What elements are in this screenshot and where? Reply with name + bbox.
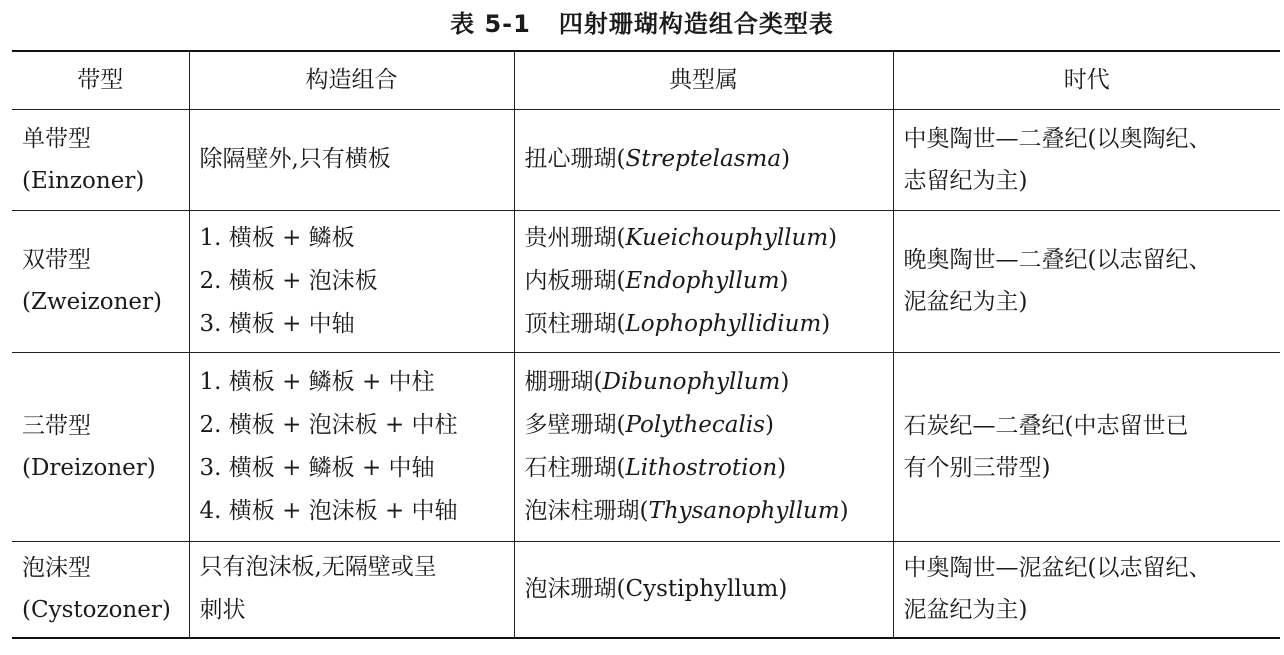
age-line: 泥盆纪为主) xyxy=(903,289,1028,315)
genus-cn: 扭心珊瑚( xyxy=(524,146,626,172)
genera-cell xyxy=(514,541,893,638)
genus-item xyxy=(525,303,883,346)
band-type-en: (Zweizoner) xyxy=(22,289,162,315)
genus-item xyxy=(525,361,883,404)
structure-item: 刺状 xyxy=(199,597,246,624)
genus-item xyxy=(525,138,883,181)
genus-cn: 顶柱珊瑚( xyxy=(524,310,626,337)
structure-item: 4. 横板 + 泡沫板 + 中轴 xyxy=(199,497,458,524)
structure-item: 3. 横板 + 鳞板 + 中轴 xyxy=(199,454,435,481)
age-line: 晚奥陶世—二叠纪(以志留纪、 xyxy=(903,247,1212,273)
coral-structure-table xyxy=(12,50,1280,639)
genus-item xyxy=(525,568,883,611)
age-line: 中奥陶世—泥盆纪(以志留纪、 xyxy=(903,555,1212,582)
genus-cn: 内板珊瑚( xyxy=(524,267,626,294)
genus-cn: 多壁珊瑚( xyxy=(524,411,626,438)
genus-close: ) xyxy=(821,310,831,337)
genus-latin: Polythecalis xyxy=(625,411,766,438)
table-caption: 表 5-1 四射珊瑚构造组合类型表 xyxy=(450,10,834,38)
genus-latin: Lithostrotion xyxy=(625,454,778,481)
band-type-en: (Einzoner) xyxy=(22,167,145,194)
age-line: 泥盆纪为主) xyxy=(903,597,1028,624)
band-type-cell xyxy=(12,352,189,541)
genus-latin: Lophophyllidium xyxy=(625,310,822,337)
genus-item xyxy=(525,490,883,533)
structure-item: 1. 横板 + 鳞板 xyxy=(199,224,355,251)
genus-latin: Streptelasma xyxy=(625,146,782,172)
genus-cn: 石柱珊瑚( xyxy=(524,454,626,481)
age-line: 石炭纪—二叠纪(中志留世已 xyxy=(903,412,1189,439)
genus-close: ) xyxy=(781,146,791,172)
header-age: 时代 xyxy=(893,51,1280,109)
genus-cn: 贵州珊瑚( xyxy=(524,224,626,251)
band-type-cell xyxy=(12,541,189,638)
header-structure: 构造组合 xyxy=(189,51,514,109)
band-type-cn: 单带型 xyxy=(22,125,91,152)
genus-latin: Dibunophyllum xyxy=(602,368,781,395)
genera-cell xyxy=(514,109,893,210)
header-genera: 典型属 xyxy=(514,51,893,109)
table-row xyxy=(12,352,1280,541)
genus-close: ) xyxy=(828,224,838,251)
genus-item xyxy=(525,447,883,490)
genus-latin: Thysanophyllum xyxy=(648,497,840,524)
structure-item: 2. 横板 + 泡沫板 + 中柱 xyxy=(199,411,458,438)
genus-latin: Cystiphyllum xyxy=(625,575,779,602)
header-row xyxy=(12,51,1280,109)
band-type-en: (Dreizoner) xyxy=(22,454,156,481)
structure-item: 3. 横板 + 中轴 xyxy=(199,310,355,337)
structure-cell xyxy=(189,109,514,210)
genus-latin: Endophyllum xyxy=(625,267,780,294)
structure-item: 2. 横板 + 泡沫板 xyxy=(199,267,378,294)
age-cell xyxy=(893,352,1280,541)
age-line: 志留纪为主) xyxy=(903,167,1028,194)
age-line: 中奥陶世—二叠纪(以奥陶纪、 xyxy=(903,125,1212,152)
genera-cell xyxy=(514,210,893,352)
band-type-cn: 双带型 xyxy=(22,247,91,273)
band-type-cn: 泡沫型 xyxy=(22,555,91,582)
structure-cell xyxy=(189,541,514,638)
band-type-cell xyxy=(12,210,189,352)
age-cell xyxy=(893,541,1280,638)
genus-cn: 棚珊瑚( xyxy=(524,368,603,395)
band-type-cell xyxy=(12,109,189,210)
genus-close: ) xyxy=(778,575,788,602)
genus-close: ) xyxy=(780,368,790,395)
band-type-cn: 三带型 xyxy=(22,412,91,439)
structure-item: 1. 横板 + 鳞板 + 中柱 xyxy=(199,368,435,395)
structure-cell xyxy=(189,352,514,541)
age-line: 有个别三带型) xyxy=(903,454,1051,481)
band-type-en: (Cystozoner) xyxy=(22,597,171,624)
genus-item xyxy=(525,217,883,260)
genus-close: ) xyxy=(777,454,787,481)
structure-cell xyxy=(189,210,514,352)
structure-item: 除隔壁外,只有横板 xyxy=(199,146,391,172)
header-band-type: 带型 xyxy=(12,51,189,109)
genera-cell xyxy=(514,352,893,541)
age-cell xyxy=(893,210,1280,352)
genus-item xyxy=(525,260,883,303)
genus-close: ) xyxy=(839,497,849,524)
table-row xyxy=(12,541,1280,638)
genus-item xyxy=(525,404,883,447)
table-row xyxy=(12,210,1280,352)
table-row xyxy=(12,109,1280,210)
genus-close: ) xyxy=(765,411,774,438)
genus-cn: 泡沫珊瑚( xyxy=(524,575,626,602)
age-cell xyxy=(893,109,1280,210)
genus-close: ) xyxy=(779,267,789,294)
genus-latin: Kueichouphyllum xyxy=(625,224,829,251)
genus-cn: 泡沫柱珊瑚( xyxy=(524,497,649,524)
structure-item: 只有泡沫板,无隔壁或呈 xyxy=(199,554,437,581)
